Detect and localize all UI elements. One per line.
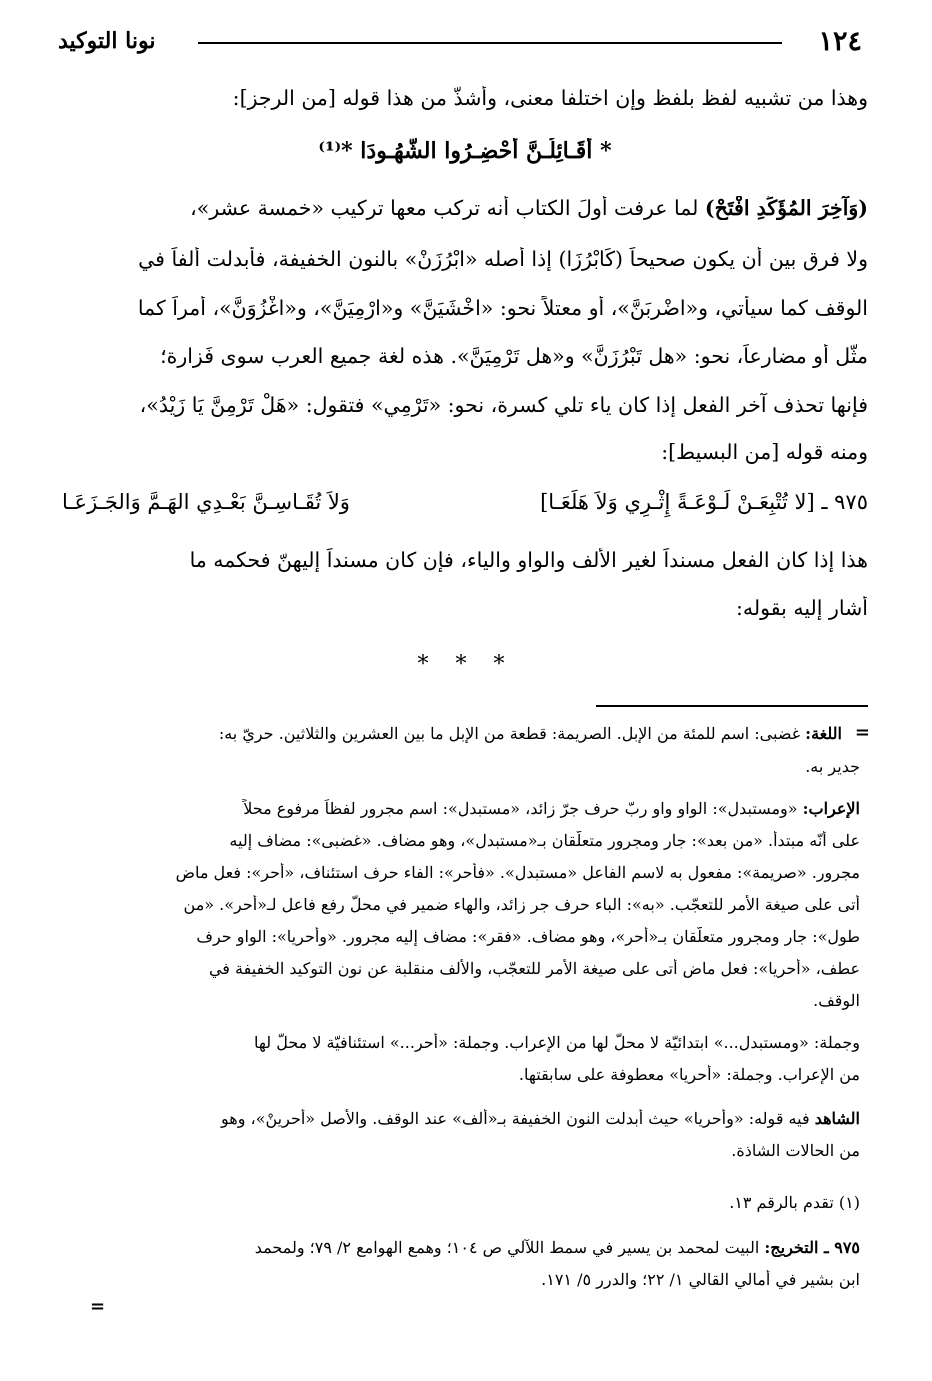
footnote-line-1-text: غضبى: اسم للمئة من الإبل. الصريمة: قطعة من الإبل ما بين العشرين والثلاثين. حريّ به: bbox=[218, 724, 806, 743]
footnote-line-5: مجرور. «صريمة»: مفعول به لاسم الفاعل «مستبدل». «فأحر»: الفاء حرف استئناف، «أحر»: فعل ماضٍ bbox=[175, 863, 860, 882]
label-lugha: اللغة: bbox=[805, 724, 842, 743]
footnote-line-12 bbox=[78, 1109, 860, 1128]
verse-975-first-hemistich: ٩٧٥ ـ [لا تُتْبِعَـنْ لَـوْعَـةً إِثْـرِي وَلاَ هَلَعَـا] bbox=[540, 490, 868, 514]
header-rule bbox=[198, 42, 782, 44]
footnote-line-15-text: البيت لمحمد بن يسير في سمط اللآلي ص ١٠٤؛ وهمع الهوامع ٢/ ٧٩؛ ولمحمد bbox=[254, 1238, 765, 1257]
footnote-line-8: عطف، «أحريا»: فعل ماضٍ أتى على صيغة الأمر للتعجّب، والألف منقلبة عن نون التوكيد الخفيفة في bbox=[208, 959, 860, 978]
footnote-line-16: ابن بشير في أمالي القالي ١/ ٢٢؛ والدرر ٥/ ١٧١. bbox=[541, 1270, 860, 1289]
verse-975-second-hemistich: وَلاَ تُقَـاسِـنَّ بَعْـدِي الهَـمَّ وَالجَـزَعَـا bbox=[62, 490, 350, 514]
page-header bbox=[58, 22, 862, 62]
continuation-mark: = bbox=[854, 722, 870, 743]
body-line-9: أشار إليه بقوله: bbox=[736, 596, 868, 620]
footnote-line-14: (١) تقدم بالرقم ١٣. bbox=[729, 1193, 860, 1212]
body-line-4: الوقف كما سيأتي، و«اضْرِبَنَّ»، أو معتلاً نحو: «اخْشَيَنَّ» و«ارْمِيَنَّ»، و«اغْزُوَنَّ»، أمراً كما bbox=[137, 296, 868, 320]
section-stars: * * * bbox=[417, 652, 515, 677]
label-shahid: الشاهد bbox=[814, 1109, 860, 1128]
footnote-line-7: طول»: جار ومجرور متعلّقان بـ«أحر»، وهو مضاف. «فقر»: مضاف إليه مجرور. «وأحريا»: الواو حرف bbox=[196, 927, 860, 946]
body-line-3: ولا فرق بين أن يكون صحيحاً (كَابْرُزَا) إذا أصله «ابْرُزَنْ» بالنون الخفيفة، فأبدلت ألفاً في bbox=[138, 247, 868, 271]
label-takhrij: ٩٧٥ ـ التخريج: bbox=[764, 1238, 860, 1257]
page-number: ١٢٤ bbox=[818, 26, 862, 57]
footnote-line-3-text: «ومستبدل»: الواو واو ربّ حرف جرّ زائد، «مستبدل»: اسم مجرور لفظاً مرفوع محلاً bbox=[243, 799, 803, 818]
body-line-6: فإنها تحذف آخر الفعل إذا كان ياء تلي كسرة، نحو: «تَرْمِي» فتقول: «هَلْ تَرْمِنَّ يَا زَيْدُ»، bbox=[139, 393, 868, 417]
body-line-7: ومنه قوله [من البسيط]: bbox=[661, 440, 868, 464]
footnote-line-3 bbox=[78, 799, 860, 818]
body-line-2-text: لما عرفت أولَ الكتاب أنه تركب معها تركيب «خمسة عشر»، bbox=[190, 196, 705, 220]
bottom-continuation-mark: = bbox=[90, 1296, 106, 1317]
footnote-line-10: وجملة: «ومستبدل...» ابتدائيّة لا محلّ لها من الإعراب. وجملة: «أحر...» استئنافيّة لا محلّ لها bbox=[254, 1033, 860, 1052]
quoted-rule: (وَآخِرَ المُؤَكِّدِ افْتَحْ) bbox=[704, 196, 868, 220]
body-line-2 bbox=[62, 196, 868, 220]
body-line-5: مثّل أو مضارعاً، نحو: «هل تَبْرُزَنَّ» و«هل تَرْمِيَنَّ». هذه لغة جميع العرب سوى فَزارة؛ bbox=[160, 344, 868, 368]
label-irab: الإعراب: bbox=[802, 799, 860, 818]
footnote-line-2: جدير به. bbox=[805, 757, 860, 776]
footnote-line-1 bbox=[78, 724, 842, 743]
footnote-line-11: من الإعراب. وجملة: «أحريا» معطوفة على سابقتها. bbox=[518, 1065, 860, 1084]
footnote-line-9: الوقف. bbox=[813, 991, 860, 1010]
footnote-line-15 bbox=[78, 1238, 860, 1257]
footnote-line-4: على أنّه مبتدأ. «من بعد»: جار ومجرور متعلّقان بـ«مستبدل»، وهو مضاف. «غضبى»: مضاف إليه bbox=[229, 831, 860, 850]
body-line-8: هذا إذا كان الفعل مسنداً لغير الألف والواو والياء، فإن كان مسنداً إليهنّ فحكمه ما bbox=[189, 548, 868, 572]
body-line-1: وهذا من تشبيه لفظ بلفظ وإن اختلفا معنى، وأشذّ من هذا قوله [من الرجز]: bbox=[232, 86, 868, 110]
running-title: نونا التوكيد bbox=[58, 28, 156, 54]
footnote-line-6: أتى على صيغة الأمر للتعجّب. «به»: الباء حرف جر زائد، والهاء ضمير في محلّ رفع فاعل لـ«أحر». «من bbox=[183, 895, 860, 914]
verse-975 bbox=[62, 490, 868, 526]
footnote-line-12-text: فيه قوله: «وأحريا» حيث أبدلت النون الخفيفة بـ«ألف» عند الوقف. والأصل «أحرينْ»، وهو bbox=[221, 1109, 815, 1128]
verse-1: * أَقَـائِلُـنَّ أَحْضِـرُوا الشُّهُـودَا *⁽¹⁾ bbox=[318, 138, 612, 164]
footnote-rule bbox=[596, 705, 868, 707]
footnote-line-13: من الحالات الشاذة. bbox=[731, 1141, 860, 1160]
